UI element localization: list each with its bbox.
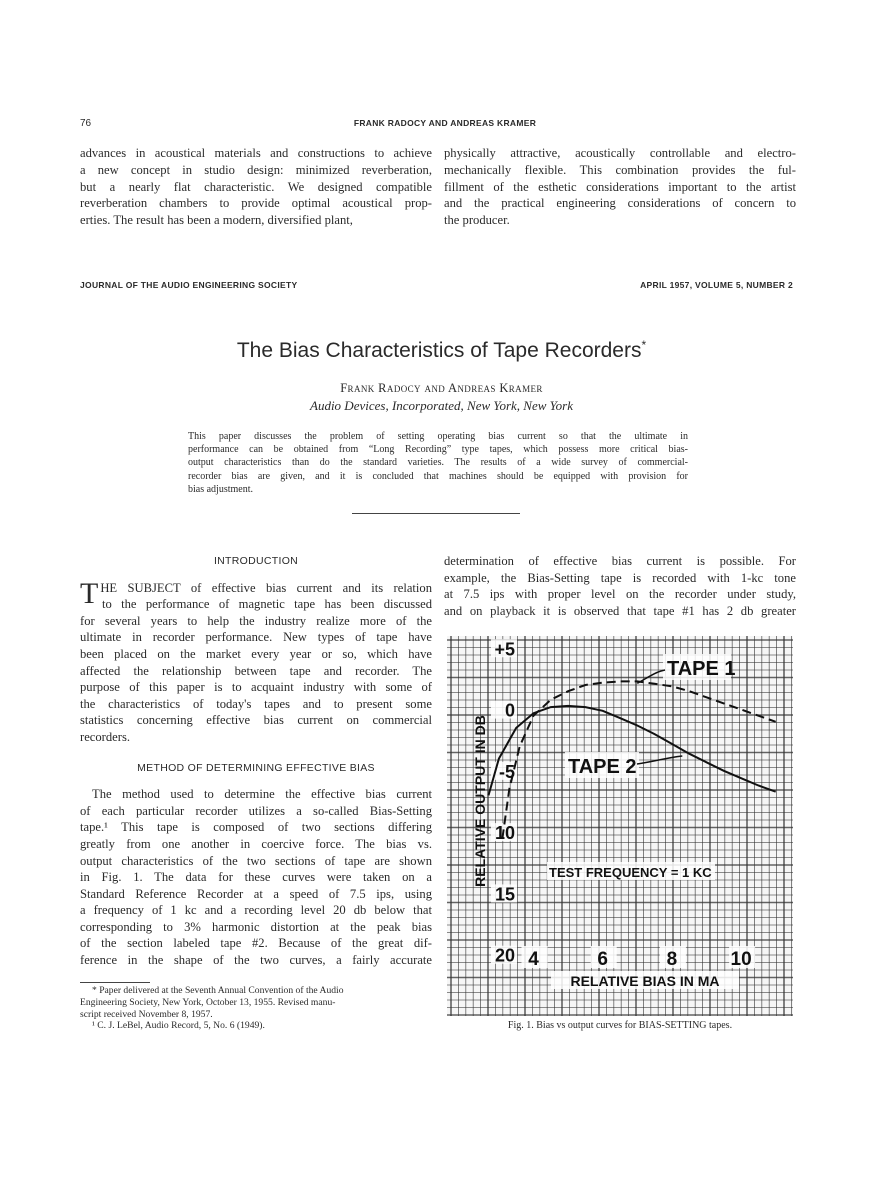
figure-caption: Fig. 1. Bias vs output curves for BIAS-SETTING tapes.: [507, 1020, 733, 1031]
test-frequency-annotation: TEST FREQUENCY = 1 KC: [549, 865, 712, 880]
y-tick-label: 15: [494, 884, 515, 905]
text-line: mechanically flexible. This combination provides the ful-: [444, 162, 796, 177]
text-line: * Paper delivered at the Seventh Annual Convention of the Audio: [92, 985, 344, 996]
introduction-continuation: [80, 596, 432, 745]
x-tick-label: 6: [597, 949, 608, 970]
tape-1-label: TAPE 1: [667, 658, 736, 680]
text-line: fillment of the esthetic considerations important to the artist: [444, 179, 796, 194]
text-line: greatly from one another in coercive force. The bias vs.: [80, 836, 432, 851]
right-column: [444, 553, 796, 619]
text-line: a new concept in studio design: minimized reverberation,: [80, 162, 432, 177]
y-tick-label: -5: [498, 761, 515, 782]
x-tick-label: 8: [666, 949, 678, 970]
footnotes: [80, 985, 432, 1032]
text-line: example, the Bias-Setting tape is recorded with 1-kc tone: [444, 570, 796, 585]
left-column: [80, 553, 432, 969]
y-tick-label: +5: [494, 639, 515, 660]
text-line: Standard Reference Recorder at a speed of 7.5 ips, using: [80, 886, 432, 901]
text-line: physically attractive, acoustically controllable and electro-: [444, 146, 796, 160]
text-line: recorder bias are given, and it is concluded that machines should be equipped with provision for: [188, 470, 688, 482]
abstract: [188, 430, 688, 496]
text-line: recorders.: [80, 729, 130, 744]
text-line: to the performance of magnetic tape has been discussed: [102, 597, 432, 612]
method-heading: METHOD OF DETERMINING EFFECTIVE BIAS: [137, 761, 375, 774]
text-line: purpose of this paper is to acquaint industry with some of: [80, 680, 432, 695]
running-head: FRANK RADOCY AND ANDREAS KRAMER: [353, 118, 537, 128]
text-line: Engineering Society, New York, October 13, 1955. Revised manu-: [80, 996, 336, 1008]
text-line: for several years to help the industry realize more of the: [80, 613, 432, 628]
text-line: performance can be obtained from “Long Recording” type tapes, which possess more critical bias-: [188, 444, 688, 456]
x-tick-label: 10: [730, 949, 752, 970]
previous-article-right-column: [444, 145, 796, 229]
authors: Frank Radocy and Andreas Kramer: [340, 381, 543, 395]
text-line: bias adjustment.: [188, 483, 253, 495]
y-axis-label: RELATIVE OUTPUT IN DB: [472, 715, 488, 887]
text-line: ference in the shape of the two curves, a fairly accurate: [80, 953, 432, 968]
page-number: 76: [80, 118, 92, 129]
text-line: statistics concerning effective bias current on commercial: [80, 713, 432, 728]
text-line: script received November 8, 1957.: [80, 1008, 213, 1020]
text-line: affected the relationship between tape and recorder. The: [80, 663, 432, 678]
text-line: and the practical engineering considerations of concern to: [444, 196, 796, 211]
text-line: This paper discusses the problem of setting operating bias current so that the ultimate in: [188, 431, 688, 442]
footnote-rule: [80, 982, 150, 983]
text-line: and on playback it is observed that tape #1 has 2 db greater: [444, 603, 796, 618]
text-line: The method used to determine the effective bias current: [92, 787, 432, 802]
text-line: in Fig. 1. The data for these curves were taken on a: [80, 870, 432, 885]
text-line: determination of effective bias current is possible. For: [444, 554, 796, 568]
method-paragraph: [80, 786, 432, 969]
text-line: but a nearly flat characteristic. We designed compatible: [80, 179, 432, 194]
title-footnote-mark: *: [641, 338, 647, 352]
issue-info: APRIL 1957, VOLUME 5, NUMBER 2: [640, 280, 793, 290]
tape-2-label: TAPE 2: [568, 756, 637, 778]
section-divider: [352, 513, 520, 514]
introduction-heading: INTRODUCTION: [213, 555, 299, 567]
text-line: of the section labeled tape #2. Because of the great dif-: [80, 936, 432, 951]
title-text: The Bias Characteristics of Tape Recorders: [236, 339, 642, 362]
text-line: of each particular recorder utilizes a so-called Bias-Setting: [80, 803, 432, 818]
y-tick-label: 20: [494, 945, 515, 966]
drop-cap: T: [80, 576, 99, 610]
y-tick-label: 0: [504, 700, 515, 721]
x-tick-label: 4: [528, 949, 539, 970]
article-title: [0, 338, 883, 363]
text-line: the producer.: [444, 213, 510, 228]
text-line: output characteristics of the two sections of tape are shown: [80, 853, 432, 868]
text-line: the characteristics of today's tapes and to present some: [80, 696, 432, 711]
text-line: HE SUBJECT of effective bias current and its relation: [100, 580, 432, 595]
previous-article-left-column: [80, 145, 432, 229]
text-line: reverberation chambers to provide optimal acoustical prop-: [80, 196, 432, 211]
text-line: corresponding to 3% harmonic distortion at the peak bias: [80, 919, 432, 934]
affiliation: Audio Devices, Incorporated, New York, New York: [310, 398, 573, 413]
x-axis-label: RELATIVE BIAS IN MA: [570, 973, 720, 989]
y-tick-label: 10: [494, 823, 515, 844]
text-line: output characteristics than do the standard varieties. The results of a wide survey of commercial-: [188, 457, 688, 469]
text-line: at 7.5 ips with proper level on the recorder under study,: [444, 587, 796, 602]
text-line: a frequency of 1 kc and a recording level 20 db below that: [80, 903, 432, 918]
text-line: been placed on the market every year or so, which have: [80, 646, 432, 661]
figure-bias-output-chart: [447, 636, 793, 1016]
journal-name: JOURNAL OF THE AUDIO ENGINEERING SOCIETY: [80, 280, 298, 290]
text-line: advances in acoustical materials and constructions to achieve: [80, 146, 432, 160]
text-line: ¹ C. J. LeBel, Audio Record, 5, No. 6 (1949).: [92, 1020, 265, 1032]
text-line: ultimate in recorder performance. New types of tape have: [80, 630, 432, 645]
text-line: erties. The result has been a modern, diversified plant,: [80, 213, 353, 228]
text-line: tape.¹ This tape is composed of two sections differing: [80, 820, 432, 835]
